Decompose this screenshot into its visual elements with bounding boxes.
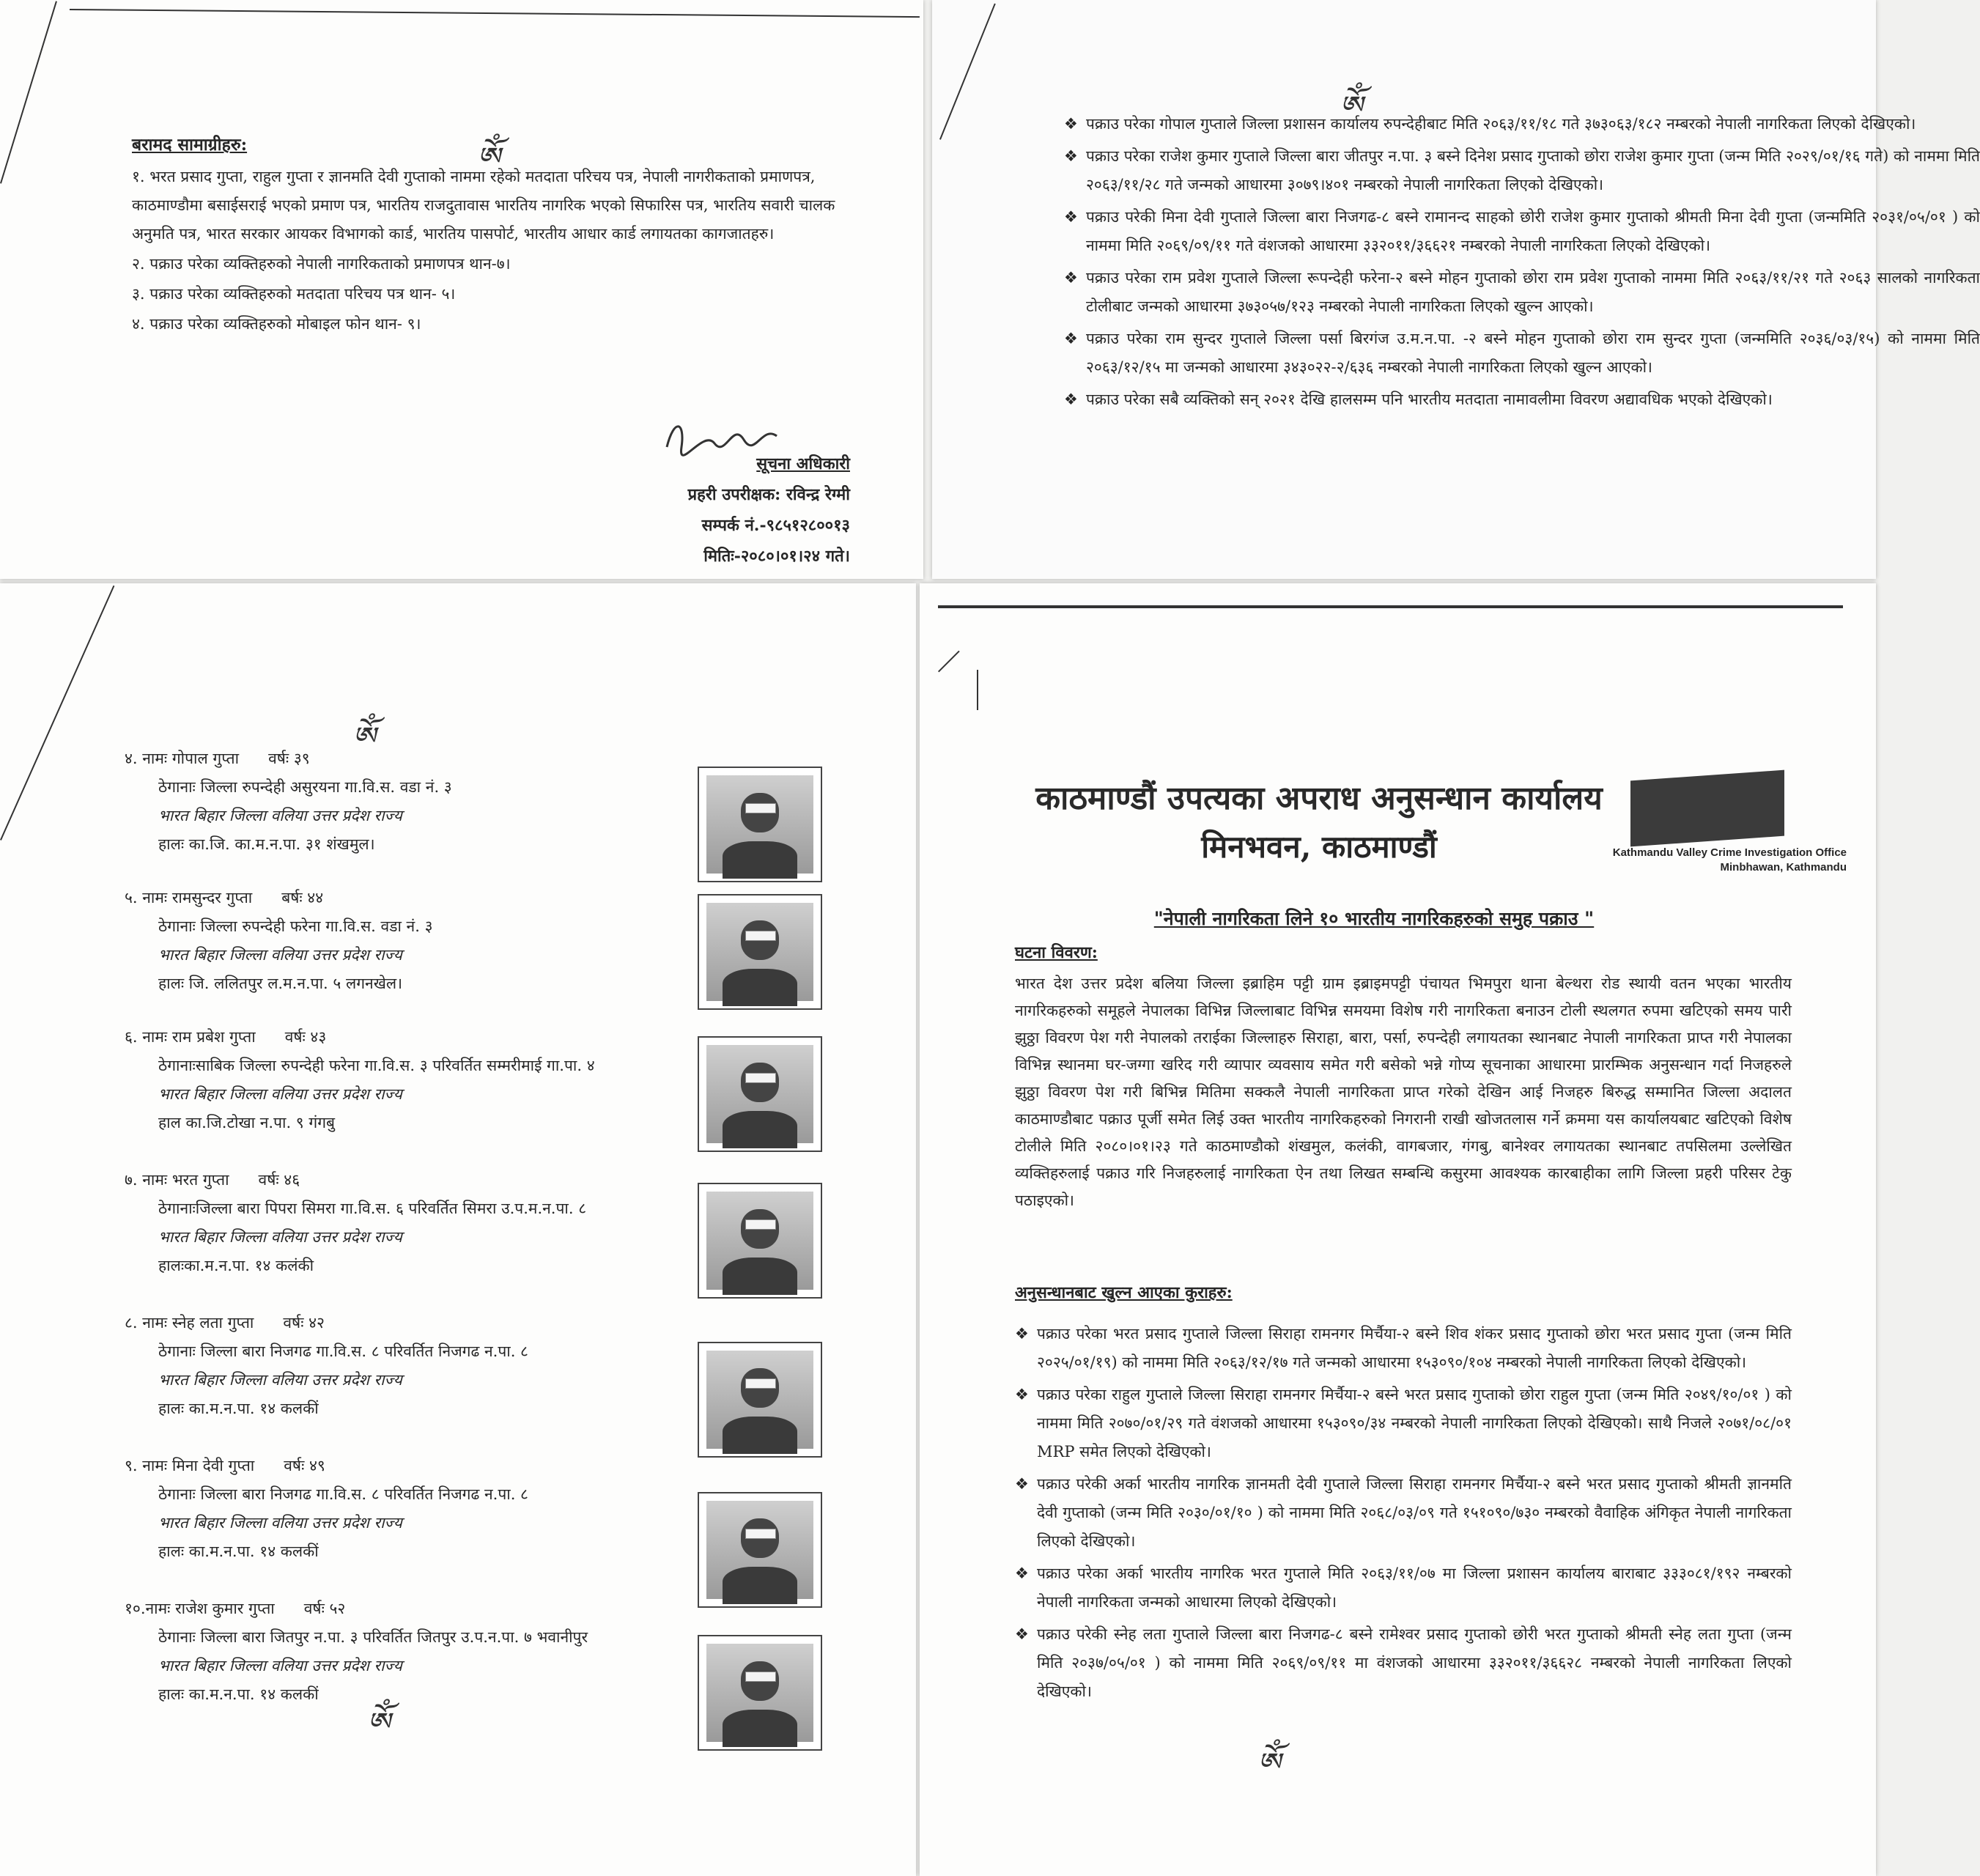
initials-mark: ༀ bbox=[476, 141, 500, 175]
signatory-title: सूचना अधिकारी bbox=[756, 454, 850, 473]
diamond-bullet-icon: ❖ bbox=[1064, 269, 1078, 287]
diamond-bullet-icon: ❖ bbox=[1015, 1625, 1029, 1643]
fold-line bbox=[0, 1, 57, 183]
fold-line bbox=[0, 586, 114, 841]
person-address: ठेगानाः जिल्ला बारा जितपुर न.पा. ३ परिवर्तित जितपुर उ.प.न.पा. ७ भवानीपुर bbox=[158, 1628, 588, 1646]
person-current-address: हालः का.म.न.पा. १४ कलकीं bbox=[158, 1685, 319, 1703]
person-photo bbox=[698, 1635, 822, 1751]
findings-heading: अनुसन्धानबाट खुल्न आएका कुराहरु: bbox=[1015, 1283, 1233, 1302]
recovered-heading: बरामद सामाग्रीहरु: bbox=[132, 135, 248, 155]
diamond-bullet-icon: ❖ bbox=[1064, 330, 1078, 347]
header-rule bbox=[938, 605, 1843, 608]
person-entry bbox=[125, 1595, 681, 1709]
person-name: ५. नामः रामसुन्दर गुप्ता bbox=[125, 889, 253, 906]
person-current-address: हालः का.म.न.पा. १४ कलकीं bbox=[158, 1543, 319, 1560]
recovered-list bbox=[132, 163, 850, 340]
person-name: ९. नामः मिना देवी गुप्ता bbox=[125, 1457, 255, 1474]
finding-item: ❖ पक्राउ परेका भरत प्रसाद गुप्ताले जिल्ला सिराहा रामनगर मिर्चैया-२ बस्ने शिव शंकर प्रसाद गुप्ताको छोरा भरत प्रसाद गुप्ता (जन्म मिति २०२५/०१/१९) को नाममा मिति २०६३/१२/१७ गते जन्मको आधारमा १५३०९०/१०४ नम्बरको नेपाली नागरिकता लिएको देखिएको। bbox=[1015, 1320, 1792, 1377]
person-india-address: भारत बिहार जिल्ला वलिया उत्तर प्रदेश राज्य bbox=[158, 1228, 402, 1246]
finding-item: ❖ पक्राउ परेकी स्नेह लता गुप्ताले जिल्ला बारा निजगढ-८ बस्ने रामेश्वर प्रसाद गुप्ताको छोरी भरत गुप्ताको श्रीमती स्नेह लता गुप्ता (जन्म मिति २०३७/०५/०१ ) को नाममा मिति २०६९/०९/११ मा वंशजको आधारमा ३३२०११/३६६२८ नम्बरको नेपाली नागरिकता लिएको देखिएको। bbox=[1015, 1620, 1792, 1706]
page-edge-line bbox=[70, 9, 920, 18]
fold-line bbox=[939, 4, 996, 140]
finding-item: ❖ पक्राउ परेका राम प्रवेश गुप्ताले जिल्ला रूपन्देही फरेना-२ बस्ने मोहन गुप्ताको छोरा राम प्रवेश गुप्ताको नाममा मिति २०६३/११/२१ गते २०६३ सालको नागरिकता टोलीबाट जन्मको आधारमा ३७३०५७/१२३ नम्बरको नेपाली नागरिकता लिएको खुल्न आएको। bbox=[1064, 264, 1980, 321]
initials-mark: ༀ bbox=[352, 721, 376, 755]
person-address: ठेगानाःजिल्ला बारा पिपरा सिमरा गा.वि.स. ६ परिवर्तित सिमरा उ.प.म.न.पा. ८ bbox=[158, 1200, 587, 1217]
person-address: ठेगानाः जिल्ला रुपन्देही असुरयना गा.वि.स. वडा नं. ३ bbox=[158, 778, 452, 796]
diamond-bullet-icon: ❖ bbox=[1015, 1475, 1029, 1493]
recovered-item: २. पक्राउ परेका व्यक्तिहरुको नेपाली नागरिकताको प्रमाणपत्र थान-७। bbox=[132, 255, 511, 273]
incident-text: भारत देश उत्तर प्रदेश बलिया जिल्ला इब्राहिम पट्टी ग्राम इब्राइमपट्टी पंचायत भिमपुरा थाना बेल्थरा रोड स्थायी वतन भएका भारतीय नागरिकहरुको समूहले नेपालका विभिन्न जिल्लाबाट विभिन्न समयमा विशेष गरी नागरिकता बनाउन टोली स्थलगत रुपमा खटिएको समय पारी झुठ्ठा विवरण पेश गरी नेपालको तराईका जिल्लाहरु सिराहा, बारा, पर्सा, रुपन्देही लगायतका स्थानबाट नेपाली नागरिकता प्राप्त गरी नेपालका विभिन्न स्थानमा घर-जग्गा खरिद गरी व्यापार व्यवसाय समेत गरी बसेको भन्ने गोप्य सूचनाका आधारमा प्रारम्भिक अनुसन्धान गर्दा निजहरुले झुठ्ठा विवरण पेश गरी बिभिन्न मितिमा सक्कलै नेपाली नागरिकता प्राप्त गरेको देखिन आई निजहरु बिरुद्ध सम्मानित जिल्ला अदालत काठमाण्डौबाट पक्राउ पूर्जी समेत लिई उक्त भारतीय नागरिकहरुको निगरानी राखी खोजतलास गर्ने क्रममा यस कार्यालयबाट खटिएको विशेष टोलीले मिति २०८०।०१।२३ गते काठमाण्डौको शंखमुल, कलंकी, वागबजार, गंगबु, बानेश्वर लगायतका स्थानबाट तपसिलमा उल्लेखित व्यक्तिहरुलाई पक्राउ गरि निजहरुलाई नागरिकता ऐन तथा लिखत सम्बन्धि कसुरमा आवश्यक कारबाहीका लागि जिल्ला प्रहरी परिसर टेकु पठाइएको। bbox=[1015, 975, 1792, 1209]
person-address: ठेगानाः जिल्ला बारा निजगढ गा.वि.स. ८ परिवर्तित निजगढ न.पा. ८ bbox=[158, 1485, 528, 1503]
finding-item: ❖ पक्राउ परेकी मिना देवी गुप्ताले जिल्ला बारा निजगढ-८ बस्ने रामानन्द साहको छोरी राजेश कुमार गुप्ताको श्रीमती मिना देवी गुप्ता (जन्ममिति २०३१/०५/०१ ) को नाममा मिति २०६९/०९/११ गते वंशजको आधारमा ३३२०११/३६६२१ नम्बरको नेपाली नागरिकता लिएको देखिएको। bbox=[1064, 203, 1980, 260]
person-photo bbox=[698, 894, 822, 1010]
person-entry bbox=[125, 1309, 681, 1423]
person-current-address: हालःका.म.न.पा. १४ कलंकी bbox=[158, 1257, 314, 1274]
office-location: मिनभवन, काठमाण्डौं bbox=[1201, 829, 1437, 865]
initials-mark: ༀ bbox=[366, 1707, 391, 1740]
page-findings-continued bbox=[932, 0, 1980, 579]
office-name: काठमाण्डौं उपत्यका अपराध अनुसन्धान कार्यालय bbox=[1035, 780, 1603, 817]
diamond-bullet-icon: ❖ bbox=[1064, 147, 1078, 165]
person-photo bbox=[698, 1342, 822, 1458]
signatory-date: मितिः-२०८०।०१।२४ गते। bbox=[703, 547, 850, 566]
office-name-english: Kathmandu Valley Crime Investigation Office bbox=[1612, 846, 1847, 859]
person-age: बर्षः ४४ bbox=[281, 889, 324, 906]
person-name: ७. नामः भरत गुप्ता bbox=[125, 1171, 229, 1189]
person-age: वर्षः ४९ bbox=[284, 1457, 325, 1474]
person-photo bbox=[698, 767, 822, 882]
person-current-address: हालः का.जि. का.म.न.पा. ३१ शंखमुल। bbox=[158, 835, 375, 853]
signatory-officer: प्रहरी उपरीक्षक: रविन्द्र रेग्मी bbox=[687, 485, 850, 504]
person-india-address: भारत बिहार जिल्ला वलिया उत्तर प्रदेश राज्य bbox=[158, 946, 402, 964]
recovered-item: ४. पक्राउ परेका व्यक्तिहरुको मोबाइल फोन थान- ९। bbox=[132, 315, 421, 333]
office-logo-icon bbox=[1630, 770, 1784, 847]
page-press-release bbox=[920, 583, 1876, 1876]
person-entry bbox=[125, 884, 681, 998]
person-address: ठेगानाः जिल्ला बारा निजगढ गा.वि.स. ८ परिवर्तित निजगढ न.पा. ८ bbox=[158, 1343, 528, 1360]
findings-list bbox=[1064, 110, 1980, 418]
person-address: ठेगानाःसाबिक जिल्ला रुपन्देही फरेना गा.वि.स. ३ परिवर्तित सम्मरीमाई गा.पा. ४ bbox=[158, 1057, 595, 1074]
page-recovered-items bbox=[0, 0, 923, 579]
person-entry bbox=[125, 1023, 681, 1137]
press-headline: "नेपाली नागरिकता लिने १० भारतीय नागरिकहरुको समुह पक्राउ " bbox=[1153, 908, 1595, 929]
person-age: वर्षः ४२ bbox=[283, 1314, 325, 1332]
incident-heading: घटना विवरण: bbox=[1015, 943, 1098, 962]
person-photo bbox=[698, 1492, 822, 1608]
finding-item: ❖ पक्राउ परेकी अर्का भारतीय नागरिक ज्ञानमती देवी गुप्ताले जिल्ला सिराहा रामनगर मिर्चैया-२ बस्ने भरत प्रसाद गुप्ताको श्रीमती ज्ञानमति देवी गुप्ताको (जन्म मिति २०३०/०१/१० ) को नाममा मिति २०६८/०३/०९ गते १५१०९०/७३० नम्बरको वैवाहिक अंगिकृत नेपाली नागरिकता लिएको देखिएको। bbox=[1015, 1470, 1792, 1556]
finding-item: ❖ पक्राउ परेका राहुल गुप्ताले जिल्ला सिराहा रामनगर मिर्चैया-२ बस्ने भरत प्रसाद गुप्ताको छोरा राहुल गुप्ता (जन्म मिति २०४९/१०/०१ ) को नाममा मिति २०७०/०१/२९ गते वंशजको आधारमा १५३०९०/३४ नम्बरको नेपाली नागरिकता लिएको देखिएको। साथै निजले २०७१/०८/०१ MRP समेत लिएको देखिएको। bbox=[1015, 1381, 1792, 1466]
person-name: ४. नामः गोपाल गुप्ता bbox=[125, 750, 240, 767]
person-current-address: हाल का.जि.टोखा न.पा. ९ गंगबु bbox=[158, 1114, 336, 1131]
signatory-contact: सम्पर्क नं.-९८५१२८००१३ bbox=[701, 516, 850, 535]
recovered-item: ३. पक्राउ परेका व्यक्तिहरुको मतदाता परिचय पत्र थान- ५। bbox=[132, 285, 456, 303]
finding-item: ❖ पक्राउ परेका गोपाल गुप्ताले जिल्ला प्रशासन कार्यालय रुपन्देहीबाट मिति २०६३/११/१८ गते ३७३०६३/१८२ नम्बरको नेपाली नागरिकता लिएको देखिएको। bbox=[1064, 110, 1980, 139]
person-india-address: भारत बिहार जिल्ला वलिया उत्तर प्रदेश राज्य bbox=[158, 1371, 402, 1389]
fold-mark bbox=[938, 651, 960, 673]
diamond-bullet-icon: ❖ bbox=[1064, 391, 1078, 408]
person-entry bbox=[125, 1452, 681, 1566]
person-age: वर्षः ४६ bbox=[258, 1171, 300, 1189]
diamond-bullet-icon: ❖ bbox=[1064, 208, 1078, 226]
person-age: वर्षः ५२ bbox=[303, 1600, 346, 1617]
person-india-address: भारत बिहार जिल्ला वलिया उत्तर प्रदेश राज्य bbox=[158, 1085, 402, 1103]
person-age: वर्षः ३९ bbox=[268, 750, 310, 767]
person-india-address: भारत बिहार जिल्ला वलिया उत्तर प्रदेश राज्य bbox=[158, 1657, 402, 1674]
finding-item: ❖ पक्राउ परेका सबै व्यक्तिको सन् २०२१ देखि हालसम्म पनि भारतीय मतदाता नामावलीमा विवरण अद्यावधिक भएको देखिएको। bbox=[1064, 385, 1980, 414]
page-arrested-persons bbox=[0, 583, 916, 1876]
finding-item: ❖ पक्राउ परेका अर्का भारतीय नागरिक भरत गुप्ताले मिति २०६३/११/०७ मा जिल्ला प्रशासन कार्यालय बाराबाट ३३३०८१/१९२ नम्बरको नेपाली नागरिकता जन्मको आधारमा लिएको देखिएको। bbox=[1015, 1559, 1792, 1617]
office-name-english-block bbox=[1546, 846, 1847, 875]
finding-item: ❖ पक्राउ परेका राम सुन्दर गुप्ताले जिल्ला पर्सा बिरगंज उ.म.न.पा. -२ बस्ने मोहन गुप्ताको छोरा राम सुन्दर गुप्ता (जन्ममिति २०३६/०३/१५) को नाममा मिति २०६३/१२/१५ मा जन्मको आधारमा ३४३०२२-२/६३६ नम्बरको नेपाली नागरिकता लिएको खुल्न आएको। bbox=[1064, 325, 1980, 382]
person-india-address: भारत बिहार जिल्ला वलिया उत्तर प्रदेश राज्य bbox=[158, 1514, 402, 1532]
person-name: ८. नामः स्नेह लता गुप्ता bbox=[125, 1314, 254, 1332]
initials-mark: ༀ bbox=[1339, 90, 1363, 124]
person-name: १०.नामः राजेश कुमार गुप्ता bbox=[125, 1600, 275, 1617]
person-name: ६. नामः राम प्रबेश गुप्ता bbox=[125, 1028, 256, 1046]
fold-mark bbox=[977, 670, 978, 710]
person-current-address: हालः जि. ललितपुर ल.म.न.पा. ५ लगनखेल। bbox=[158, 975, 403, 992]
diamond-bullet-icon: ❖ bbox=[1015, 1325, 1029, 1343]
signature-block bbox=[688, 448, 850, 572]
person-current-address: हालः का.म.न.पा. १४ कलकीं bbox=[158, 1400, 319, 1417]
diamond-bullet-icon: ❖ bbox=[1064, 115, 1078, 133]
finding-item: ❖ पक्राउ परेका राजेश कुमार गुप्ताले जिल्ला बारा जीतपुर न.पा. ३ बस्ने दिनेश प्रसाद गुप्ताको छोरा राजेश कुमार गुप्ता (जन्म मिति २०२९/०१/१६ गते) को नाममा मिति २०६३/११/२८ गते जन्मको आधारमा ३०७९।४०१ नम्बरको नेपाली नागरिकता लिएको देखिएको। bbox=[1064, 142, 1980, 199]
diamond-bullet-icon: ❖ bbox=[1015, 1386, 1029, 1403]
recovered-item: १. भरत प्रसाद गुप्ता, राहुल गुप्ता र ज्ञानमति देवी गुप्ताको नाममा रहेको मतदाता परिचय पत्र, नेपाली नागरीकताको प्रमाणपत्र, काठमाण्डौमा बसाईसराई भएको प्रमाण पत्र, भारतिय राजदुतावास भारतिय नागरिक भएको सिफारिस पत्र, भारतिय सवारी चालक अनुमति पत्र, भारत सरकार आयकर विभागको कार्ड, भारतिय पासपोर्ट, भारतीय आधार कार्ड लगायतका कागजातहरु। bbox=[132, 168, 835, 243]
person-entry bbox=[125, 745, 681, 859]
initials-mark: ༀ bbox=[1257, 1747, 1281, 1781]
person-age: वर्षः ४३ bbox=[284, 1028, 327, 1046]
office-location-english: Minbhawan, Kathmandu bbox=[1720, 861, 1847, 874]
person-entry bbox=[125, 1166, 681, 1280]
person-photo bbox=[698, 1036, 822, 1152]
findings-list bbox=[1015, 1320, 1792, 1710]
diamond-bullet-icon: ❖ bbox=[1015, 1565, 1029, 1582]
person-india-address: भारत बिहार जिल्ला वलिया उत्तर प्रदेश राज्य bbox=[158, 807, 402, 824]
person-photo bbox=[698, 1183, 822, 1299]
person-address: ठेगानाः जिल्ला रुपन्देही फरेना गा.वि.स. वडा नं. ३ bbox=[158, 917, 433, 935]
